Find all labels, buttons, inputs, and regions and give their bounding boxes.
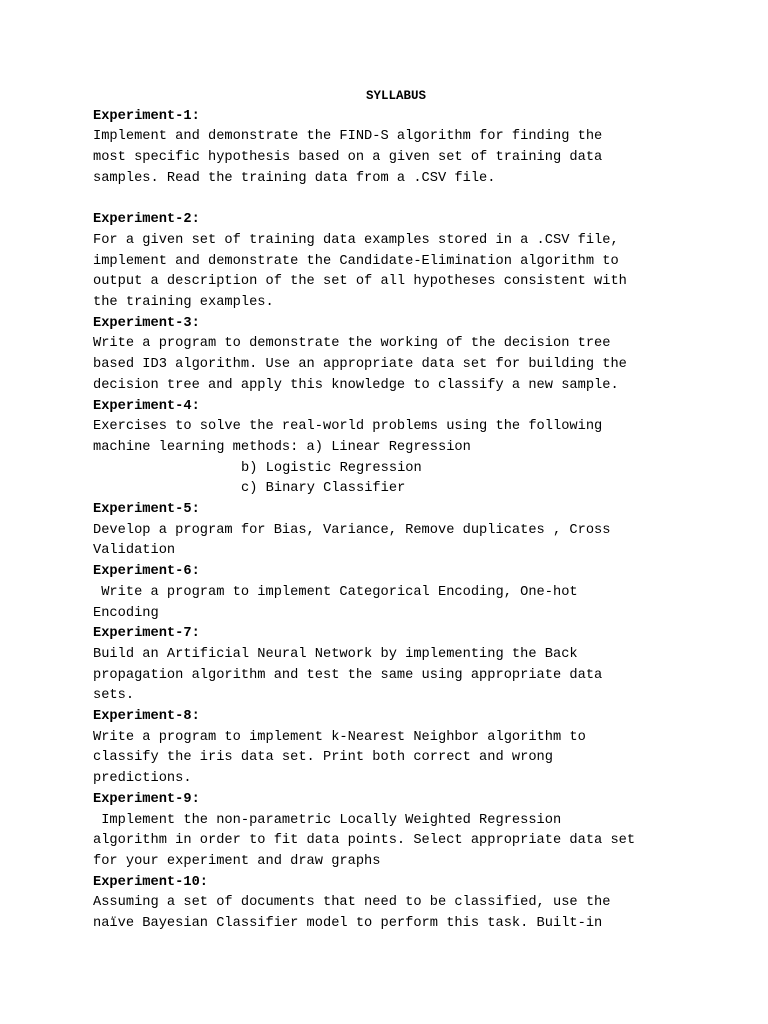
- experiment-4-line: machine learning methods: a) Linear Regression: [93, 439, 471, 455]
- experiment-2-line: implement and demonstrate the Candidate-Elimination algorithm to: [93, 253, 619, 269]
- experiment-7-line: propagation algorithm and test the same using appropriate data: [93, 667, 603, 683]
- experiment-2-heading: Experiment-2:: [93, 212, 200, 228]
- experiment-10-line: naïve Bayesian Classifier model to perform this task. Built-in: [93, 916, 603, 932]
- experiment-10-line: Assuming a set of documents that need to be classified, use the: [93, 895, 611, 911]
- experiment-6-line: Write a program to implement Categorical Encoding, One-hot: [93, 584, 578, 600]
- experiment-2-line: For a given set of training data examples stored in a .CSV file,: [93, 232, 619, 248]
- page-title: SYLLABUS: [365, 89, 426, 103]
- experiment-4-sub-item: c) Binary Classifier: [241, 481, 406, 497]
- experiment-6-heading: Experiment-6:: [93, 564, 200, 580]
- experiment-8-line: Write a program to implement k-Nearest Neighbor algorithm to: [93, 729, 586, 745]
- experiment-6-line: Encoding: [93, 605, 159, 621]
- experiment-7-line: Build an Artificial Neural Network by implementing the Back: [93, 646, 578, 662]
- experiment-4-sub-item: b) Logistic Regression: [241, 460, 422, 476]
- experiment-1-line: most specific hypothesis based on a given set of training data: [93, 150, 603, 166]
- experiment-9-line: for your experiment and draw graphs: [93, 854, 381, 869]
- experiment-5-line: Validation: [93, 543, 176, 559]
- experiment-4-heading: Experiment-4:: [93, 398, 200, 414]
- experiment-2-line: the training examples.: [93, 295, 274, 311]
- experiment-1-heading: Experiment-1:: [93, 108, 200, 124]
- experiment-8-heading: Experiment-8:: [93, 709, 200, 725]
- experiment-10-heading: Experiment-10:: [93, 874, 208, 890]
- experiment-9-line: Implement the non-parametric Locally Weighted Regression: [93, 812, 562, 828]
- experiment-2-line: output a description of the set of all hypotheses consistent with: [93, 274, 627, 290]
- experiment-4-line: Exercises to solve the real-world problems using the following: [93, 419, 603, 435]
- experiment-5-heading: Experiment-5:: [93, 502, 200, 518]
- experiment-7-line: sets.: [93, 688, 135, 704]
- experiment-3-line: based ID3 algorithm. Use an appropriate data set for building the: [93, 357, 627, 373]
- experiment-1-line: Implement and demonstrate the FIND-S algorithm for finding the: [93, 129, 603, 145]
- experiment-7-heading: Experiment-7:: [93, 626, 200, 642]
- experiment-1-line: samples. Read the training data from a .CSV file.: [93, 170, 496, 186]
- blank-line: [93, 190, 693, 211]
- experiment-8-line: predictions.: [93, 771, 192, 787]
- experiment-8-line: classify the iris data set. Print both correct and wrong: [93, 750, 553, 766]
- experiment-9-heading: Experiment-9:: [93, 791, 200, 807]
- experiment-3-heading: Experiment-3:: [93, 315, 200, 331]
- experiment-9-line: algorithm in order to fit data points. Select appropriate data set: [93, 833, 636, 849]
- experiment-3-line: Write a program to demonstrate the working of the decision tree: [93, 336, 611, 352]
- experiment-3-line: decision tree and apply this knowledge to classify a new sample.: [93, 377, 619, 393]
- experiment-5-line: Develop a program for Bias, Variance, Remove duplicates , Cross: [93, 522, 611, 538]
- syllabus-page: [93, 86, 693, 935]
